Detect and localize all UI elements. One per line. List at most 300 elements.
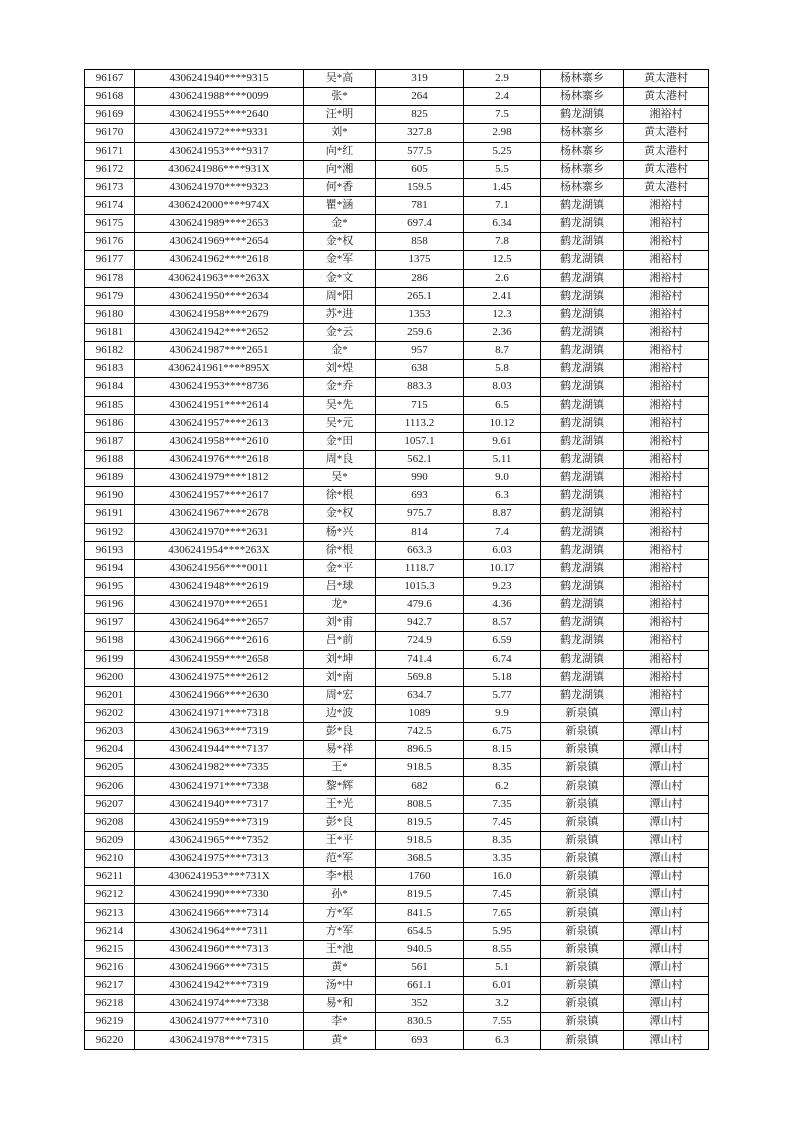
- cell-value-2: 12.5: [464, 251, 541, 269]
- cell-value-1: 1057.1: [376, 432, 464, 450]
- cell-village: 潭山村: [624, 777, 709, 795]
- table-row: [85, 541, 709, 559]
- cell-id-number: 4306241957****2617: [135, 487, 304, 505]
- cell-township: 鹤龙湖镇: [541, 632, 624, 650]
- table-row: [85, 850, 709, 868]
- cell-village: 湘裕村: [624, 251, 709, 269]
- cell-village: 潭山村: [624, 813, 709, 831]
- cell-township: 鹤龙湖镇: [541, 196, 624, 214]
- cell-value-1: 634.7: [376, 686, 464, 704]
- cell-township: 新泉镇: [541, 850, 624, 868]
- cell-name: 金*: [304, 215, 376, 233]
- cell-name: 张*: [304, 88, 376, 106]
- cell-id-number: 4306241940****7317: [135, 795, 304, 813]
- cell-name: 徐*根: [304, 541, 376, 559]
- cell-seq-no: 96207: [85, 795, 135, 813]
- cell-seq-no: 96206: [85, 777, 135, 795]
- cell-village: 湘裕村: [624, 233, 709, 251]
- cell-value-2: 2.4: [464, 88, 541, 106]
- cell-id-number: 4306241954****263X: [135, 541, 304, 559]
- cell-seq-no: 96213: [85, 904, 135, 922]
- cell-id-number: 4306241964****2657: [135, 614, 304, 632]
- cell-seq-no: 96169: [85, 106, 135, 124]
- cell-seq-no: 96201: [85, 686, 135, 704]
- cell-value-2: 6.2: [464, 777, 541, 795]
- table-row: [85, 178, 709, 196]
- cell-village: 潭山村: [624, 958, 709, 976]
- table-row: [85, 469, 709, 487]
- cell-township: 杨林寨乡: [541, 160, 624, 178]
- cell-value-1: 896.5: [376, 741, 464, 759]
- cell-township: 新泉镇: [541, 977, 624, 995]
- cell-value-2: 9.0: [464, 469, 541, 487]
- cell-name: 吴*高: [304, 70, 376, 88]
- cell-id-number: 4306241959****2658: [135, 650, 304, 668]
- table-row: [85, 396, 709, 414]
- cell-name: 王*光: [304, 795, 376, 813]
- cell-seq-no: 96198: [85, 632, 135, 650]
- table-row: [85, 577, 709, 595]
- cell-seq-no: 96218: [85, 995, 135, 1013]
- cell-value-1: 319: [376, 70, 464, 88]
- table-row: [85, 378, 709, 396]
- cell-name: 刘*: [304, 124, 376, 142]
- cell-township: 新泉镇: [541, 940, 624, 958]
- cell-value-1: 825: [376, 106, 464, 124]
- cell-village: 黄太港村: [624, 142, 709, 160]
- cell-value-1: 1089: [376, 704, 464, 722]
- cell-value-1: 858: [376, 233, 464, 251]
- cell-township: 鹤龙湖镇: [541, 342, 624, 360]
- cell-village: 湘裕村: [624, 596, 709, 614]
- cell-value-2: 2.98: [464, 124, 541, 142]
- table-row: [85, 977, 709, 995]
- cell-name: 苏*进: [304, 305, 376, 323]
- cell-value-2: 6.01: [464, 977, 541, 995]
- cell-seq-no: 96167: [85, 70, 135, 88]
- cell-village: 黄太港村: [624, 160, 709, 178]
- cell-township: 新泉镇: [541, 831, 624, 849]
- cell-township: 鹤龙湖镇: [541, 251, 624, 269]
- cell-id-number: 4306241970****2631: [135, 523, 304, 541]
- cell-village: 湘裕村: [624, 414, 709, 432]
- cell-value-1: 819.5: [376, 886, 464, 904]
- cell-id-number: 4306241970****9323: [135, 178, 304, 196]
- cell-value-1: 286: [376, 269, 464, 287]
- table-row: [85, 160, 709, 178]
- table-row: [85, 106, 709, 124]
- table-row: [85, 487, 709, 505]
- cell-township: 鹤龙湖镇: [541, 360, 624, 378]
- cell-value-2: 7.1: [464, 196, 541, 214]
- cell-township: 鹤龙湖镇: [541, 106, 624, 124]
- cell-name: 刘*坤: [304, 650, 376, 668]
- cell-id-number: 4306241970****2651: [135, 596, 304, 614]
- cell-value-1: 1375: [376, 251, 464, 269]
- cell-village: 湘裕村: [624, 287, 709, 305]
- cell-seq-no: 96187: [85, 432, 135, 450]
- cell-value-1: 693: [376, 487, 464, 505]
- cell-id-number: 4306241986****931X: [135, 160, 304, 178]
- cell-village: 湘裕村: [624, 378, 709, 396]
- cell-seq-no: 96190: [85, 487, 135, 505]
- cell-value-1: 562.1: [376, 450, 464, 468]
- cell-value-2: 1.45: [464, 178, 541, 196]
- table-row: [85, 831, 709, 849]
- cell-value-1: 975.7: [376, 505, 464, 523]
- cell-value-1: 819.5: [376, 813, 464, 831]
- table-row: [85, 251, 709, 269]
- cell-id-number: 4306241950****2634: [135, 287, 304, 305]
- table-row: [85, 215, 709, 233]
- cell-township: 鹤龙湖镇: [541, 686, 624, 704]
- table-row: [85, 450, 709, 468]
- table-row: [85, 414, 709, 432]
- cell-name: 瞿*涵: [304, 196, 376, 214]
- cell-value-2: 9.9: [464, 704, 541, 722]
- cell-seq-no: 96215: [85, 940, 135, 958]
- cell-value-1: 638: [376, 360, 464, 378]
- cell-township: 鹤龙湖镇: [541, 541, 624, 559]
- cell-seq-no: 96209: [85, 831, 135, 849]
- cell-value-2: 5.95: [464, 922, 541, 940]
- cell-township: 新泉镇: [541, 904, 624, 922]
- cell-value-2: 8.57: [464, 614, 541, 632]
- cell-name: 易*祥: [304, 741, 376, 759]
- cell-value-2: 8.7: [464, 342, 541, 360]
- cell-township: 杨林寨乡: [541, 124, 624, 142]
- cell-value-1: 693: [376, 1031, 464, 1050]
- cell-name: 刘*南: [304, 668, 376, 686]
- cell-seq-no: 96205: [85, 759, 135, 777]
- cell-village: 湘裕村: [624, 614, 709, 632]
- cell-value-2: 9.61: [464, 432, 541, 450]
- cell-value-2: 5.77: [464, 686, 541, 704]
- cell-value-2: 8.15: [464, 741, 541, 759]
- cell-id-number: 4306241966****2616: [135, 632, 304, 650]
- cell-seq-no: 96202: [85, 704, 135, 722]
- cell-value-1: 561: [376, 958, 464, 976]
- cell-value-1: 841.5: [376, 904, 464, 922]
- cell-township: 新泉镇: [541, 886, 624, 904]
- cell-id-number: 4306241978****7315: [135, 1031, 304, 1050]
- cell-value-1: 918.5: [376, 759, 464, 777]
- table-row: [85, 360, 709, 378]
- cell-seq-no: 96194: [85, 559, 135, 577]
- table-row: [85, 523, 709, 541]
- cell-village: 湘裕村: [624, 469, 709, 487]
- table-row: [85, 1013, 709, 1031]
- cell-village: 湘裕村: [624, 541, 709, 559]
- cell-value-1: 682: [376, 777, 464, 795]
- cell-village: 潭山村: [624, 850, 709, 868]
- cell-township: 鹤龙湖镇: [541, 378, 624, 396]
- cell-village: 潭山村: [624, 831, 709, 849]
- cell-id-number: 4306241976****2618: [135, 450, 304, 468]
- cell-value-2: 6.3: [464, 487, 541, 505]
- cell-value-2: 7.65: [464, 904, 541, 922]
- cell-village: 湘裕村: [624, 650, 709, 668]
- cell-name: 杨*兴: [304, 523, 376, 541]
- table-row: [85, 142, 709, 160]
- table-row: [85, 668, 709, 686]
- cell-seq-no: 96171: [85, 142, 135, 160]
- cell-value-2: 2.41: [464, 287, 541, 305]
- cell-village: 黄太港村: [624, 178, 709, 196]
- cell-name: 徐*根: [304, 487, 376, 505]
- cell-village: 湘裕村: [624, 505, 709, 523]
- cell-value-1: 327.8: [376, 124, 464, 142]
- cell-village: 湘裕村: [624, 106, 709, 124]
- cell-name: 吕*球: [304, 577, 376, 595]
- table-row: [85, 233, 709, 251]
- table-row: [85, 196, 709, 214]
- cell-township: 鹤龙湖镇: [541, 559, 624, 577]
- cell-name: 孙*: [304, 886, 376, 904]
- cell-value-1: 1760: [376, 868, 464, 886]
- cell-value-1: 808.5: [376, 795, 464, 813]
- cell-value-2: 3.2: [464, 995, 541, 1013]
- cell-name: 向*红: [304, 142, 376, 160]
- cell-value-2: 2.36: [464, 323, 541, 341]
- cell-name: 吴*: [304, 469, 376, 487]
- table-row: [85, 124, 709, 142]
- table-row: [85, 287, 709, 305]
- cell-village: 潭山村: [624, 940, 709, 958]
- cell-village: 潭山村: [624, 886, 709, 904]
- cell-township: 鹤龙湖镇: [541, 596, 624, 614]
- cell-township: 新泉镇: [541, 795, 624, 813]
- cell-township: 新泉镇: [541, 922, 624, 940]
- table-row: [85, 704, 709, 722]
- cell-village: 潭山村: [624, 759, 709, 777]
- cell-value-2: 6.34: [464, 215, 541, 233]
- cell-village: 黄太港村: [624, 88, 709, 106]
- cell-village: 潭山村: [624, 868, 709, 886]
- cell-seq-no: 96182: [85, 342, 135, 360]
- cell-village: 湘裕村: [624, 215, 709, 233]
- cell-name: 吴*元: [304, 414, 376, 432]
- cell-village: 湘裕村: [624, 342, 709, 360]
- cell-village: 湘裕村: [624, 323, 709, 341]
- cell-name: 吴*先: [304, 396, 376, 414]
- cell-township: 鹤龙湖镇: [541, 432, 624, 450]
- cell-id-number: 4306241966****7314: [135, 904, 304, 922]
- cell-seq-no: 96176: [85, 233, 135, 251]
- cell-id-number: 4306241959****7319: [135, 813, 304, 831]
- cell-village: 湘裕村: [624, 305, 709, 323]
- table-row: [85, 432, 709, 450]
- cell-value-2: 5.5: [464, 160, 541, 178]
- cell-township: 新泉镇: [541, 995, 624, 1013]
- cell-township: 鹤龙湖镇: [541, 650, 624, 668]
- table-row: [85, 614, 709, 632]
- table-row: [85, 741, 709, 759]
- cell-township: 鹤龙湖镇: [541, 396, 624, 414]
- cell-seq-no: 96168: [85, 88, 135, 106]
- cell-value-2: 8.35: [464, 831, 541, 849]
- cell-township: 鹤龙湖镇: [541, 577, 624, 595]
- cell-village: 湘裕村: [624, 559, 709, 577]
- cell-value-2: 6.75: [464, 723, 541, 741]
- table-row: [85, 269, 709, 287]
- cell-seq-no: 96177: [85, 251, 135, 269]
- cell-value-2: 10.17: [464, 559, 541, 577]
- cell-id-number: 4306241966****7315: [135, 958, 304, 976]
- cell-value-1: 830.5: [376, 1013, 464, 1031]
- cell-seq-no: 96191: [85, 505, 135, 523]
- cell-seq-no: 96178: [85, 269, 135, 287]
- cell-township: 鹤龙湖镇: [541, 469, 624, 487]
- cell-name: 金*云: [304, 323, 376, 341]
- table-row: [85, 650, 709, 668]
- cell-seq-no: 96172: [85, 160, 135, 178]
- cell-id-number: 4306241942****2652: [135, 323, 304, 341]
- cell-seq-no: 96214: [85, 922, 135, 940]
- cell-name: 金*权: [304, 505, 376, 523]
- table-row: [85, 886, 709, 904]
- cell-name: 方*军: [304, 904, 376, 922]
- cell-value-1: 577.5: [376, 142, 464, 160]
- cell-village: 潭山村: [624, 977, 709, 995]
- cell-seq-no: 96196: [85, 596, 135, 614]
- cell-value-2: 7.35: [464, 795, 541, 813]
- cell-id-number: 4306241979****1812: [135, 469, 304, 487]
- cell-township: 鹤龙湖镇: [541, 269, 624, 287]
- table-row: [85, 777, 709, 795]
- table-row: [85, 305, 709, 323]
- cell-seq-no: 96216: [85, 958, 135, 976]
- cell-seq-no: 96212: [85, 886, 135, 904]
- cell-id-number: 4306241972****9331: [135, 124, 304, 142]
- cell-township: 新泉镇: [541, 741, 624, 759]
- cell-value-2: 8.35: [464, 759, 541, 777]
- cell-seq-no: 96204: [85, 741, 135, 759]
- cell-value-1: 781: [376, 196, 464, 214]
- cell-township: 鹤龙湖镇: [541, 487, 624, 505]
- table-row: [85, 686, 709, 704]
- cell-id-number: 4306241962****2618: [135, 251, 304, 269]
- cell-id-number: 4306241975****2612: [135, 668, 304, 686]
- cell-village: 潭山村: [624, 1031, 709, 1050]
- cell-value-2: 6.3: [464, 1031, 541, 1050]
- cell-value-1: 654.5: [376, 922, 464, 940]
- cell-name: 刘*甫: [304, 614, 376, 632]
- cell-id-number: 4306241989****2653: [135, 215, 304, 233]
- cell-value-2: 7.5: [464, 106, 541, 124]
- cell-value-2: 5.1: [464, 958, 541, 976]
- cell-value-1: 159.5: [376, 178, 464, 196]
- table-row: [85, 723, 709, 741]
- cell-name: 易*和: [304, 995, 376, 1013]
- cell-village: 潭山村: [624, 1013, 709, 1031]
- cell-id-number: 4306241990****7330: [135, 886, 304, 904]
- cell-id-number: 4306241957****2613: [135, 414, 304, 432]
- cell-township: 新泉镇: [541, 723, 624, 741]
- cell-value-1: 940.5: [376, 940, 464, 958]
- cell-seq-no: 96183: [85, 360, 135, 378]
- cell-seq-no: 96210: [85, 850, 135, 868]
- cell-value-1: 814: [376, 523, 464, 541]
- cell-value-1: 264: [376, 88, 464, 106]
- cell-value-1: 1353: [376, 305, 464, 323]
- cell-value-2: 7.4: [464, 523, 541, 541]
- table-row: [85, 958, 709, 976]
- cell-seq-no: 96217: [85, 977, 135, 995]
- table-row: [85, 813, 709, 831]
- cell-name: 何*香: [304, 178, 376, 196]
- cell-seq-no: 96197: [85, 614, 135, 632]
- cell-value-2: 5.11: [464, 450, 541, 468]
- cell-value-1: 605: [376, 160, 464, 178]
- cell-name: 彭*良: [304, 813, 376, 831]
- cell-seq-no: 96174: [85, 196, 135, 214]
- cell-seq-no: 96200: [85, 668, 135, 686]
- cell-township: 杨林寨乡: [541, 142, 624, 160]
- cell-seq-no: 96192: [85, 523, 135, 541]
- records-table: [84, 69, 709, 1050]
- cell-township: 新泉镇: [541, 759, 624, 777]
- table-row: [85, 342, 709, 360]
- cell-value-2: 5.25: [464, 142, 541, 160]
- table-row: [85, 323, 709, 341]
- cell-township: 鹤龙湖镇: [541, 505, 624, 523]
- cell-value-2: 8.03: [464, 378, 541, 396]
- cell-village: 湘裕村: [624, 668, 709, 686]
- cell-value-1: 661.1: [376, 977, 464, 995]
- cell-township: 鹤龙湖镇: [541, 614, 624, 632]
- cell-id-number: 4306241948****2619: [135, 577, 304, 595]
- cell-name: 金*田: [304, 432, 376, 450]
- table-row: [85, 904, 709, 922]
- cell-name: 边*波: [304, 704, 376, 722]
- table-row: [85, 505, 709, 523]
- cell-value-2: 6.03: [464, 541, 541, 559]
- cell-seq-no: 96220: [85, 1031, 135, 1050]
- cell-name: 李*: [304, 1013, 376, 1031]
- cell-value-2: 8.55: [464, 940, 541, 958]
- cell-value-2: 10.12: [464, 414, 541, 432]
- cell-id-number: 4306241964****7311: [135, 922, 304, 940]
- cell-name: 王*: [304, 759, 376, 777]
- cell-id-number: 4306241958****2610: [135, 432, 304, 450]
- cell-village: 湘裕村: [624, 632, 709, 650]
- cell-id-number: 4306241956****0011: [135, 559, 304, 577]
- cell-seq-no: 96181: [85, 323, 135, 341]
- cell-id-number: 4306241953****731X: [135, 868, 304, 886]
- cell-township: 鹤龙湖镇: [541, 523, 624, 541]
- cell-id-number: 4306241988****0099: [135, 88, 304, 106]
- table-row: [85, 596, 709, 614]
- cell-seq-no: 96186: [85, 414, 135, 432]
- cell-village: 湘裕村: [624, 450, 709, 468]
- cell-village: 潭山村: [624, 904, 709, 922]
- cell-value-2: 16.0: [464, 868, 541, 886]
- cell-value-1: 742.5: [376, 723, 464, 741]
- cell-value-1: 724.9: [376, 632, 464, 650]
- cell-id-number: 4306241971****7318: [135, 704, 304, 722]
- cell-township: 鹤龙湖镇: [541, 668, 624, 686]
- cell-seq-no: 96199: [85, 650, 135, 668]
- cell-id-number: 4306241967****2678: [135, 505, 304, 523]
- cell-seq-no: 96175: [85, 215, 135, 233]
- cell-id-number: 4306241975****7313: [135, 850, 304, 868]
- cell-id-number: 4306241960****7313: [135, 940, 304, 958]
- cell-seq-no: 96211: [85, 868, 135, 886]
- cell-village: 湘裕村: [624, 523, 709, 541]
- cell-id-number: 4306241951****2614: [135, 396, 304, 414]
- cell-seq-no: 96203: [85, 723, 135, 741]
